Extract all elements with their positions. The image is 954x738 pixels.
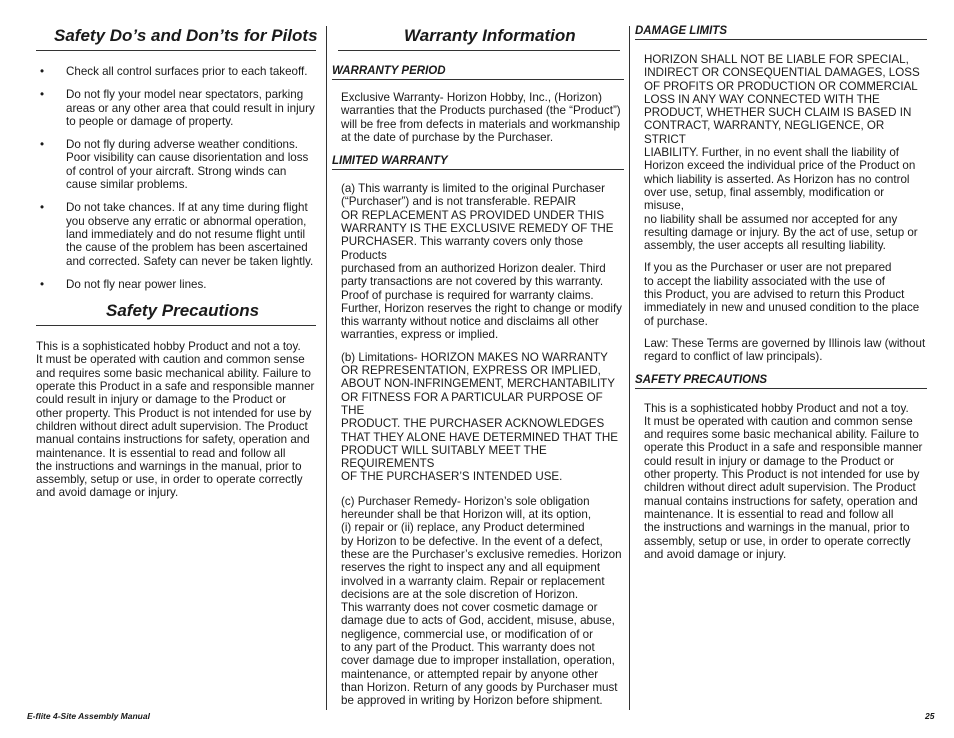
limited-warranty-a-text: (a) This warranty is limited to the original Purchaser (“Purchaser”) and is not transferable. REPAIR OR REPLACEMENT AS PROVIDED UNDER THIS WARRANTY IS THE EXCLUSIVE REMEDY OF THE PURCHASER. This warranty covers only those Products purchased from an authorized Horizon dealer. Third party transactions are not covered by this warranty. Proof of purchase is required for warranty claims. Further, Horizon reserves the right to change or modify this warranty without notice and disclaims all other warranties, express or implied.: [341, 182, 622, 342]
safety-precautions-heading: Safety Precautions: [36, 301, 316, 326]
list-item: • Do not fly during adverse weather conditions. Poor visibility can cause disorientation and loss of control of your aircraft. Strong winds can cause similar problems.: [40, 138, 309, 192]
column-divider: [629, 26, 630, 710]
list-item: • Do not fly your model near spectators, parking areas or any other area that could result in injury to people or damage of property.: [40, 88, 315, 128]
limited-warranty-heading: LIMITED WARRANTY: [332, 155, 624, 170]
damage-limits-text: HORIZON SHALL NOT BE LIABLE FOR SPECIAL, INDIRECT OR CONSEQUENTIAL DAMAGES, LOSS OF PROFITS OR PRODUCTION OR COMMERCIAL LOSS IN ANY WAY CONNECTED WITH THE PRODUCT, WHETHER SUCH CLAIM IS BASED IN CONTRACT, WARRANTY, NEGLIGENCE, OR STRICT LIABILITY. Further, in no event shall the liability of Horizon exceed the individual price of the Product on which liability is asserted. As Horizon has no control over use, setup, final assembly, modification or misuse, no liability shall be assumed nor accepted for any resulting damage or injury. By the act of use, setup or assembly, the user accepts all resulting liability.: [644, 53, 920, 253]
limited-warranty-b-text: (b) Limitations- HORIZON MAKES NO WARRANTY OR REPRESENTATION, EXPRESS OR IMPLIED, ABOUT NON-INFRINGEMENT, MERCHANTABILITY OR FITNESS FOR A PARTICULAR PURPOSE OF THE PRODUCT. THE PURCHASER ACKNOWLEDGES THAT THEY ALONE HAVE DETERMINED THAT THE PRODUCT WILL SUITABLY MEET THE REQUIREMENTS OF THE PURCHASER’S INTENDED USE.: [341, 350, 619, 484]
middle-column: [332, 26, 624, 707]
warranty-period-heading: WARRANTY PERIOD: [332, 65, 624, 80]
purchaser-liability-text: If you as the Purchaser or user are not prepared to accept the liability associated with the use of this Product, you are advised to return this Product immediately in new and unused condition to the place of purchase.: [644, 261, 920, 328]
warranty-period-text: Exclusive Warranty- Horizon Hobby, Inc., (Horizon) warranties that the Products purchased (the “Product”) will be free from defects in materials and workmanship at the date of purchase by the Purchaser.: [341, 91, 621, 144]
safety-precautions-text-right: This is a sophisticated hobby Product and not a toy. It must be operated with caution and common sense and requires some basic mechanical ability. Failure to operate this Product in a safe and responsible manner could result in injury or damage to the Product or other property. This Product is not intended for use by children without direct adult supervision. The Product manual contains instructions for safety, operation and maintenance. It is essential to read and follow all the instructions and warnings in the manual, prior to assembly, setup or use, in order to operate correctly and avoid damage or injury.: [644, 401, 923, 561]
limited-warranty-c-text: (c) Purchaser Remedy- Horizon’s sole obligation hereunder shall be that Horizon will, at its option, (i) repair or (ii) replace, any Product determined by Horizon to be defective. In the event of a defect, these are the Purchaser’s exclusive remedies. Horizon reserves the right to inspect any and all equipment involved in a warranty claim. Repair or replacement decisions are at the sole discretion of Horizon. This warranty does not cover cosmetic damage or damage due to acts of God, accident, misuse, abuse, negligence, commercial use, or modification of or to any part of the Product. This warranty does not cover damage due to improper installation, operation, maintenance, or attempted repair by anyone other than Horizon. Return of any goods by Purchaser must be approved in writing by Horizon before shipment.: [341, 494, 622, 708]
damage-limits-heading: DAMAGE LIMITS: [635, 25, 927, 40]
footer-manual-title: E-flite 4-Site Assembly Manual: [27, 711, 150, 721]
safety-dos-donts-heading: Safety Do’s and Don’ts for Pilots: [36, 26, 316, 51]
left-column: [36, 26, 316, 500]
governing-law-text: Law: These Terms are governed by Illinois law (without regard to conflict of law principals).: [644, 336, 926, 364]
safety-precautions-text: This is a sophisticated hobby Product and not a toy. It must be operated with caution and common sense and requires some basic mechanical ability. Failure to operate this Product in a safe and responsible manner could result in injury or damage to the Product or other property. This Product is not intended for use by children without direct adult supervision. The Product manual contains instructions for safety, operation and maintenance. It is essential to read and follow all the instructions and warnings in the manual, prior to assembly, setup or use, in order to operate correctly and avoid damage or injury.: [36, 340, 315, 500]
list-item: • Check all control surfaces prior to each takeoff.: [40, 65, 308, 78]
list-item: • Do not take chances. If at any time during flight you observe any erratic or abnormal operation, land immediately and do not resume flight until the cause of the problem has been ascertained and corrected. Safety can never be taken lightly.: [40, 201, 314, 268]
right-column: [635, 25, 927, 561]
footer-page-number: 25: [925, 711, 935, 721]
list-item: • Do not fly near power lines.: [40, 277, 207, 291]
safety-precautions-heading-right: SAFETY PRECAUTIONS: [635, 374, 927, 389]
warranty-information-heading: Warranty Information: [338, 26, 620, 51]
safety-bullet-list: [36, 65, 316, 291]
column-divider: [326, 26, 327, 710]
